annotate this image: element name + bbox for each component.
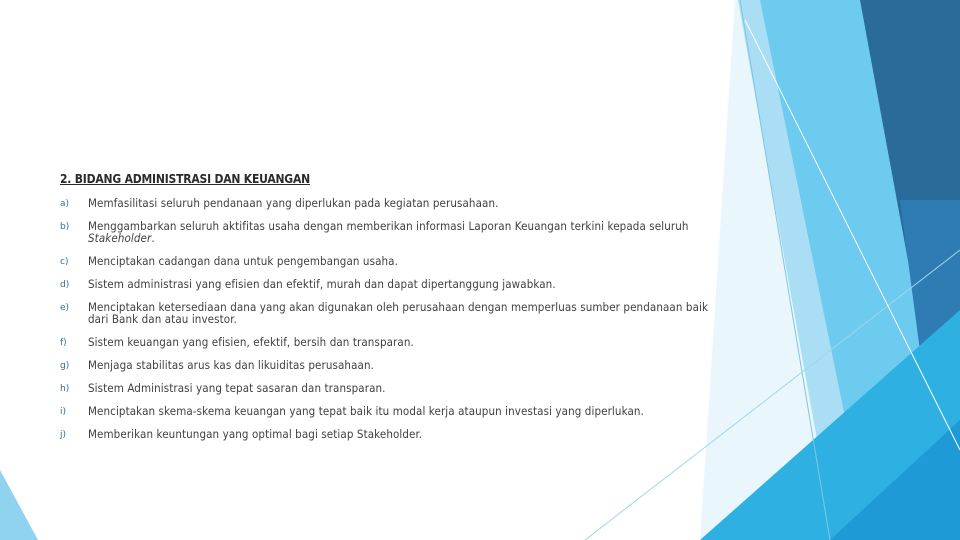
list-item <box>60 382 720 394</box>
list-marker: e) <box>60 303 70 313</box>
list-item <box>60 301 720 325</box>
list-item <box>60 405 720 417</box>
list-item <box>60 278 720 290</box>
list-item <box>60 255 720 267</box>
list-item <box>60 428 720 440</box>
list-marker: j) <box>60 430 67 440</box>
list-marker: b) <box>60 222 70 232</box>
list-item-text: Menciptakan cadangan dana untuk pengembangan usaha. <box>88 254 399 268</box>
list-item-text: Menjaga stabilitas arus kas dan likuiditas perusahaan. <box>88 358 374 372</box>
slide-heading: 2. BIDANG ADMINISTRASI DAN KEUANGAN <box>60 172 310 186</box>
list-item-text: Memberikan keuntungan yang optimal bagi setiap Stakeholder. <box>88 427 423 441</box>
list-item <box>60 220 720 244</box>
list-item-text: Memfasilitasi seluruh pendanaan yang diperlukan pada kegiatan perusahaan. <box>88 196 499 210</box>
list-marker: i) <box>60 407 67 417</box>
list-marker: f) <box>60 338 67 348</box>
list-marker: a) <box>60 199 70 209</box>
list-marker: h) <box>60 384 70 394</box>
slide-content <box>60 172 720 451</box>
list-item-text: Sistem keuangan yang efisien, efektif, bersih dan transparan. <box>88 335 414 349</box>
list-item <box>60 197 720 209</box>
list-item <box>60 336 720 348</box>
list-item-text: Menggambarkan seluruh aktifitas usaha dengan memberikan informasi Laporan Keuangan terkini kepada seluruh Stakeholder. <box>88 219 689 245</box>
list-marker: g) <box>60 361 70 371</box>
list-marker: c) <box>60 257 69 267</box>
item-list <box>60 197 720 440</box>
list-marker: d) <box>60 280 70 290</box>
stakeholder-italic: Stakeholder <box>88 231 152 245</box>
list-item-text: Sistem administrasi yang efisien dan efektif, murah dan dapat dipertanggung jawabkan. <box>88 277 556 291</box>
list-item <box>60 359 720 371</box>
list-item-text: Sistem Administrasi yang tepat sasaran dan transparan. <box>88 381 386 395</box>
list-item-text: Menciptakan skema-skema keuangan yang tepat baik itu modal kerja ataupun investasi yang diperlukan. <box>88 404 644 418</box>
list-item-text: Menciptakan ketersediaan dana yang akan digunakan oleh perusahaan dengan memperluas sumber pendanaan baik dari Bank dan atau investor. <box>88 300 709 326</box>
left-triangle-accent <box>0 470 38 540</box>
